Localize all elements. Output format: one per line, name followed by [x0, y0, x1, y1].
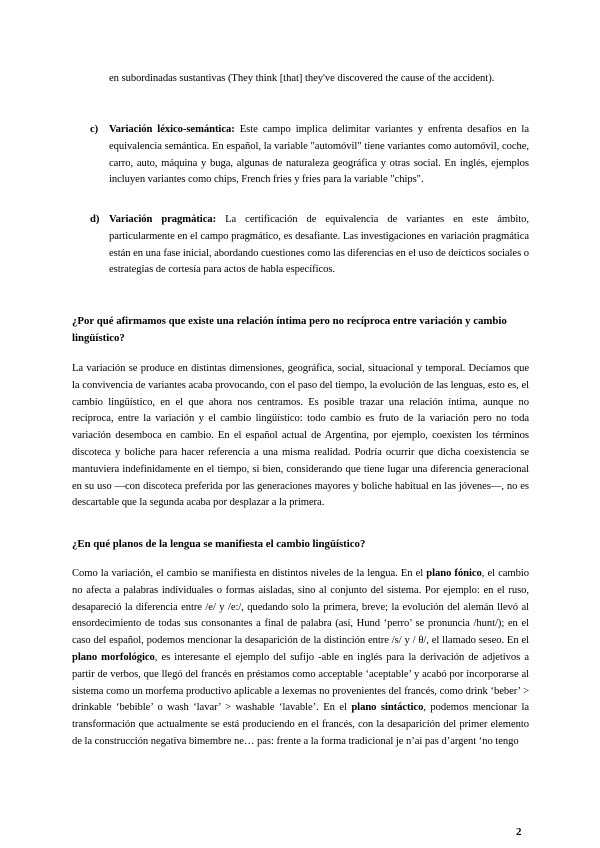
page-number: 2: [516, 826, 522, 838]
list-item-text: [109, 122, 529, 189]
section-heading-2: ¿En qué planos de la lengua se manifiesta el cambio lingüístico?: [72, 538, 366, 550]
continuation-paragraph: en subordinadas sustantivas (They think [that] they've discovered the cause of the accident).: [109, 73, 495, 84]
list-item-term: Variación léxico-semántica:: [109, 124, 235, 135]
term-plano-morfologico: plano morfológico: [72, 651, 155, 663]
term-plano-sintactico: plano sintáctico: [351, 702, 424, 714]
body-paragraph-2: [72, 566, 529, 751]
section-heading-1: ¿Por qué afirmamos que existe una relación íntima pero no recíproca entre variación y cambio lingüístico?: [72, 315, 507, 344]
body-paragraph-1: La variación se produce en distintas dimensiones, geográfica, social, situacional y temporal. Decíamos que la convivencia de variantes acaba provocando, con el paso del tiempo, la evolución de las lenguas, esto es, el cambio lingüístico, en el que ahora nos centramos. Es posible trazar una relación íntima, aunque no recíproca, entre la variación y el cambio lingüístico: todo cambio es fruto de la variación pero no toda variación desemboca en cambio. En el español actual de Argentina, por ejemplo, coexisten los términos discoteca y boliche para hacer referencia a una misma realidad. Podría ocurrir que dicha coexistencia se mantuviera indefinidamente en el tiempo, si bien, considerando que tiene lugar una diferencia generacional en su uso —con discoteca preferida por las generaciones mayores y boliche habitual en las jóvenes—, no es descartable que la segunda acaba por desplazar a la primera.: [72, 363, 529, 509]
text-run: , el cambio no afecta a palabras individuales o formas aisladas, sino al conjunto del sistema. Por ejemplo: en el ruso, desapareció la diferencia entre /e/ y /e:/, quedando solo la primera, breve; la evolución del alemán llevó al ensordecimiento de todas sus consonantes a final de palabra (así, Hund ‘perro’ se pronuncia /hunt/); en el caso del español, podemos mencionar la desaparición de la distinción entre /s/ y / θ/, el llamado seseo. En el: [72, 568, 529, 647]
term-plano-fonico: plano fónico: [426, 568, 482, 579]
list-item-c: [90, 122, 529, 189]
list-item-term: Variación pragmática:: [109, 214, 217, 225]
list-item-body: La certificación de equivalencia de variantes en este ámbito, particularmente en el campo pragmático, es desafiante. Las investigaciones en variación pragmática están en una fase inicial, abordando cuestiones como las diferencias en el uso de deícticos sociales o estrategias de cortesía para actos de habla específicos.: [109, 214, 529, 276]
text-run: , podemos mencionar la transformación que actualmente se está produciendo en el francés, con la desaparición del primer elemento de la construcción negativa bimembre ne… pas: frente a la forma tradicional je n’ai pas d’argent ‘no tengo: [72, 702, 529, 747]
text-run: , es interesante el ejemplo del sufijo -able en inglés para la derivación de adjetivos a partir de verbos, que llegó del francés en préstamos como acceptable ‘aceptable’ y acabó por incorporarse al sistema como un morfema productivo aplicable a lexemas no provenientes del francés, como drink ‘beber’ > drinkable ‘bebible’ o wash ‘lavar’ > washable ‘lavable’. En el: [72, 651, 529, 714]
text-run: Como la variación, el cambio se manifiesta en distintos niveles de la lengua. En el: [72, 568, 427, 579]
list-label: c): [90, 124, 99, 135]
list-item-body: Este campo implica delimitar variantes y enfrenta desafíos en la equivalencia semántica. En español, la variable "automóvil" tiene variantes como automóvil, coche, carro, auto, máquina y buga, algunas de naturaleza geográfica y otras social. En inglés, ejemplos incluyen variantes como chips, French fries y fries para la variable "chips".: [109, 124, 529, 186]
list-item-text: [109, 212, 529, 279]
list-label: d): [90, 214, 100, 225]
list-item-d: [90, 212, 529, 279]
